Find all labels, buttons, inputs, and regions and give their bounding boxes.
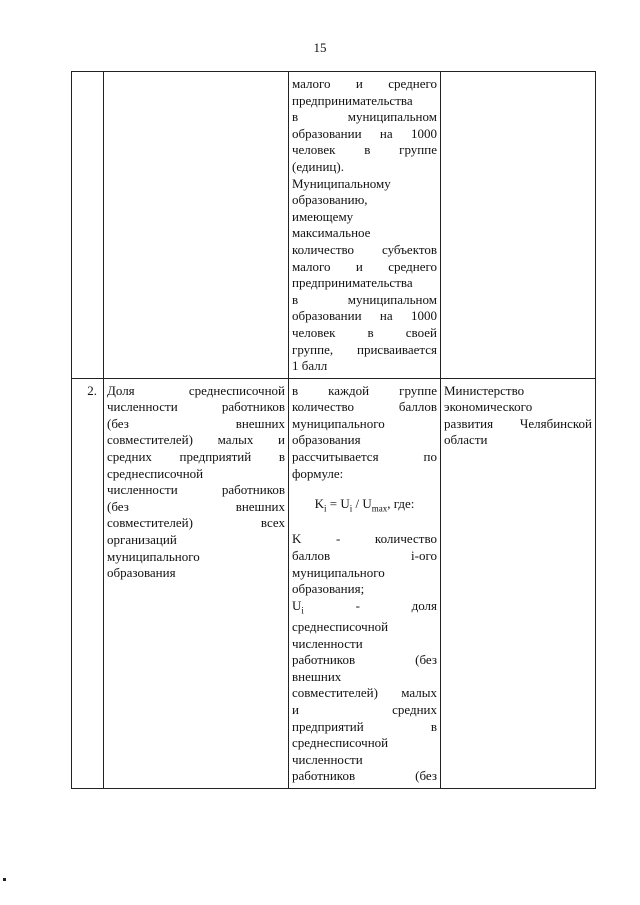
text-line: среднесписочной — [292, 619, 389, 634]
row2-num-cell — [72, 378, 104, 788]
text-line: K - количество — [292, 531, 437, 547]
text-line: совместителей) малых и — [107, 432, 285, 448]
text-line: внешних — [292, 668, 342, 684]
text-line: численности работников — [107, 399, 285, 415]
table-row — [72, 72, 596, 379]
text-line: области — [444, 432, 488, 448]
text-line: средних предприятий в — [107, 449, 285, 465]
text-line: работников (без — [292, 768, 437, 784]
text-line: Министерство — [444, 382, 525, 398]
text-line: человек в группе — [292, 142, 437, 158]
text-line: рассчитывается по — [292, 449, 437, 465]
text-line: (без внешних — [107, 415, 285, 431]
text-line: образованию, — [292, 192, 368, 208]
text-line: образования; — [292, 581, 365, 597]
text-line: предпринимательства — [292, 275, 413, 291]
text-line: 1 балл — [292, 358, 328, 374]
text-line: предпринимательства — [292, 92, 413, 108]
text-line: муниципального — [292, 415, 385, 431]
text-line: образовании на 1000 — [292, 308, 437, 324]
text-line: образовании на 1000 — [292, 125, 437, 141]
table-row — [72, 378, 596, 788]
text-line: муниципального — [292, 564, 385, 580]
text-line: совместителей) малых — [292, 685, 437, 701]
row1-responsible-cell — [441, 72, 596, 379]
text-line: развития Челябинской — [444, 415, 592, 431]
text-line: баллов i-ого — [292, 548, 437, 564]
text-line: численности — [292, 635, 363, 651]
text-line: количество баллов — [292, 399, 437, 415]
text-line: в муниципальном — [292, 291, 437, 307]
text-line: экономического — [444, 399, 533, 415]
text-line: (без внешних — [107, 498, 285, 514]
scan-mark — [3, 878, 6, 881]
text-line: среднесписочной — [292, 735, 389, 751]
text-line: муниципального — [107, 548, 200, 564]
row2-indicator-cell — [104, 378, 289, 788]
row1-method-cell — [289, 72, 441, 379]
text-line: (единиц). — [292, 158, 344, 174]
indicators-table — [71, 71, 596, 789]
text-line: образования — [107, 565, 176, 581]
text-line: группе, присваивается — [292, 341, 437, 357]
text-line: среднесписочной — [107, 465, 204, 481]
row-number: 2. — [87, 382, 97, 398]
text-line: численности работников — [107, 482, 285, 498]
row1-indicator-cell — [104, 72, 289, 379]
u-definition-head: $U_i$ - доля — [292, 597, 438, 616]
text-line: формуле: — [292, 465, 344, 481]
page-number: 15 — [313, 40, 327, 55]
row2-responsible-cell — [441, 378, 596, 788]
formula: $K_i = U_i / U_{max}$, где: — [314, 496, 415, 514]
text-line: человек в своей — [292, 324, 437, 340]
text-line: работников (без — [292, 652, 437, 668]
text-line: имеющему — [292, 208, 354, 224]
text-line: малого и среднего — [292, 258, 437, 274]
text-line: Доля среднесписочной — [107, 382, 285, 398]
text-line: количество субъектов — [292, 241, 437, 257]
row2-method-cell — [289, 378, 441, 788]
text-line: образования — [292, 432, 361, 448]
text-line: совместителей) всех — [107, 515, 285, 531]
text-line: Муниципальному — [292, 175, 391, 191]
text-line: максимальное — [292, 225, 371, 241]
text-line: малого и среднего — [292, 76, 437, 91]
text-line: в муниципальном — [292, 109, 437, 125]
text-line: организаций — [107, 532, 177, 548]
text-line: предприятий в — [292, 718, 437, 734]
text-line: в каждой группе — [292, 382, 437, 398]
text-line: численности — [292, 751, 363, 767]
text-line: и средних — [292, 701, 437, 717]
row1-num-cell — [72, 72, 104, 379]
